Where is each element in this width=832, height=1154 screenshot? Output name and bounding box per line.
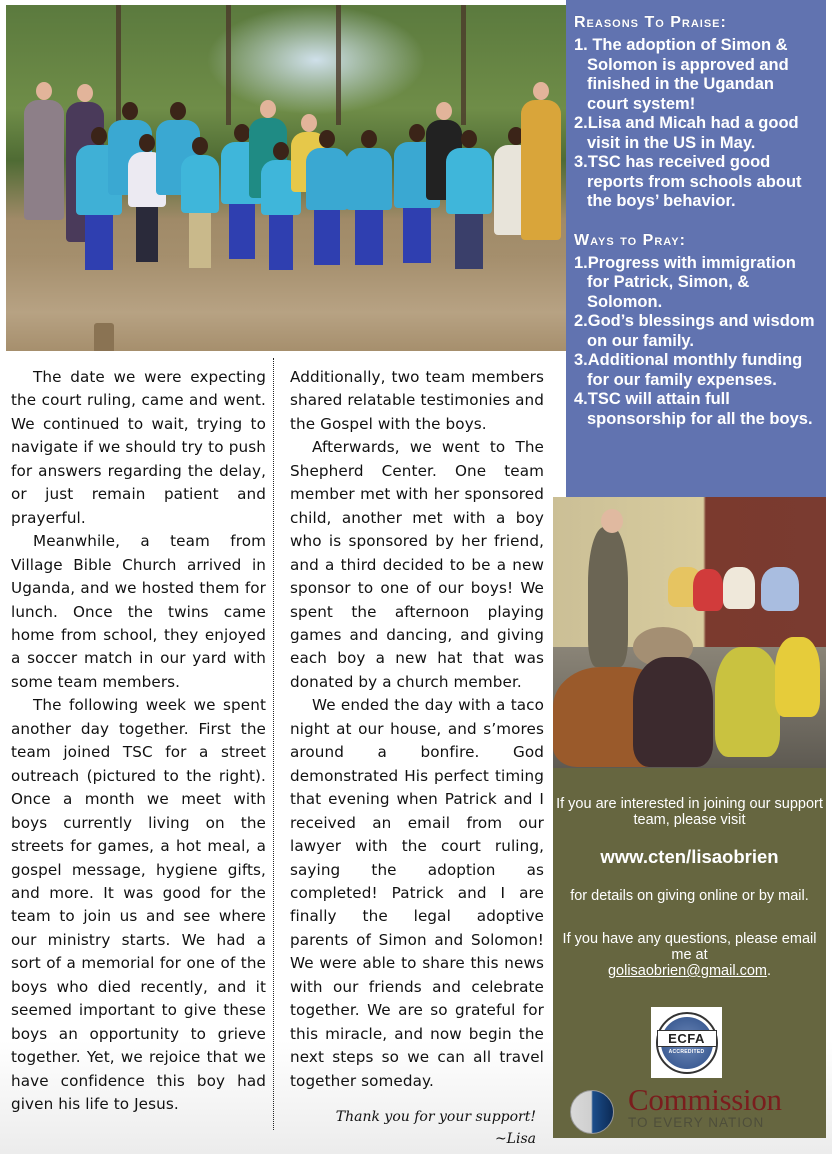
person [588, 527, 628, 667]
praise-item: 1. The adoption of Simon & Solomon is approved and finished in the Ugandan court system! [574, 36, 789, 113]
ecfa-badge-logo [651, 1007, 722, 1078]
person [24, 100, 64, 220]
person [723, 567, 755, 609]
praise-item: 3.TSC has received good reports from schools about the boys’ behavior. [574, 153, 802, 210]
signoff [300, 1106, 536, 1150]
group-photo [6, 5, 566, 351]
article-paragraph: Additionally, two team members shared relatable testimonies and the Gospel with the boys. [290, 368, 544, 433]
person [633, 657, 713, 767]
email-link[interactable]: golisaobrien@gmail.com [607, 963, 767, 979]
column-divider [273, 358, 274, 1130]
signoff-thanks: Thank you for your support! [335, 1109, 536, 1125]
article-paragraph: We ended the day with a taco night at our house, and s’mores around a bonfire. God demonstrated His perfect timing that evening when Patrick and I received an email from our lawyer with the court ruling, saying the adoption as completed! Patrick and I are finally the legal adoptive parents of Simon and Solomon! We were able to share this news with our friends and celebrate together. We are so grateful for this miracle, and now begin the next steps so we can all travel together someday. [290, 696, 544, 1090]
contact-suffix: . [766, 963, 771, 979]
ways-to-pray-list [574, 254, 818, 430]
praise-item: 2.Lisa and Micah had a good visit in the US in May. [574, 114, 799, 152]
article-paragraph: The date we were expecting the court ruling, came and went. We continued to wait, trying to navigate if we should try to push for answers regarding the delay, or just remain patient and prayerful. [11, 368, 266, 527]
article-paragraph: Meanwhile, a team from Village Bible Church arrived in Uganda, and we hosted them for lunch. Once the twins came home from school, they enjoyed a soccer match in our yard with some team members. [11, 532, 266, 691]
article-right-column [290, 366, 544, 1093]
person-head [601, 509, 623, 533]
group-of-people [6, 90, 566, 280]
support-details: for details on giving online or by mail. [570, 888, 809, 904]
person [181, 155, 219, 213]
signoff-name: ~Lisa [494, 1131, 536, 1147]
pray-item: 4.TSC will attain full sponsorship for all the boys. [574, 390, 813, 428]
person [346, 148, 392, 210]
reasons-to-praise-heading: Reasons To Praise: [574, 14, 727, 31]
outreach-photo [553, 497, 826, 768]
support-panel [553, 768, 826, 1138]
ways-to-pray-heading: Ways to Pray: [574, 231, 686, 249]
org-name: Commission [628, 1082, 782, 1117]
contact-prefix: If you have any questions, please email me at [562, 931, 817, 963]
support-intro: If you are interested in joining our support team, please visit [556, 796, 823, 828]
ecfa-label: ECFA [657, 1030, 717, 1047]
pray-item: 2.God’s blessings and wisdom on our family. [574, 312, 815, 350]
person [761, 567, 799, 611]
commission-logo [570, 1082, 820, 1132]
article-paragraph: The following week we spent another day together. First the team joined TSC for a street outreach (pictured to the right). Once a month we meet with boys currently living on the streets for games, a hot meal, a gospel message, hygiene gifts, and more. It was good for the team to join us and see where our ministry starts. We had a sort of a memorial for one of the boys who died recently, and it seemed important to give these boys an opportunity to grieve together. Yet, we rejoice that we have confidence this boy had given his life to Jesus. [11, 696, 266, 1114]
org-tagline: TO EVERY NATION [628, 1115, 765, 1130]
pray-item: 1.Progress with immigration for Patrick, Simon, & Solomon. [574, 253, 796, 311]
article-left-column [11, 366, 266, 1117]
tree-stump [94, 323, 114, 351]
globe-icon [570, 1090, 614, 1134]
person [446, 148, 492, 214]
support-contact [553, 931, 826, 979]
article-paragraph: Afterwards, we went to The Shepherd Center. One team member met with her sponsored child, another met with a boy who is sponsored by her friend, and a third decided to be a new sponsor to one of our boys! We spent the afternoon playing games and dancing, and giving each boy a new hat that was donated by a church member. [290, 438, 544, 691]
reasons-to-praise-list [574, 36, 818, 212]
person [715, 647, 780, 757]
person [693, 569, 723, 611]
support-url-link[interactable]: www.cten/lisaobrien [600, 846, 779, 867]
person [306, 148, 348, 210]
prayer-panel [566, 0, 826, 497]
person [775, 637, 820, 717]
pray-item: 3.Additional monthly funding for our family expenses. [574, 351, 803, 389]
ecfa-accredited-label: ACCREDITED [668, 1049, 705, 1055]
person [521, 100, 561, 240]
